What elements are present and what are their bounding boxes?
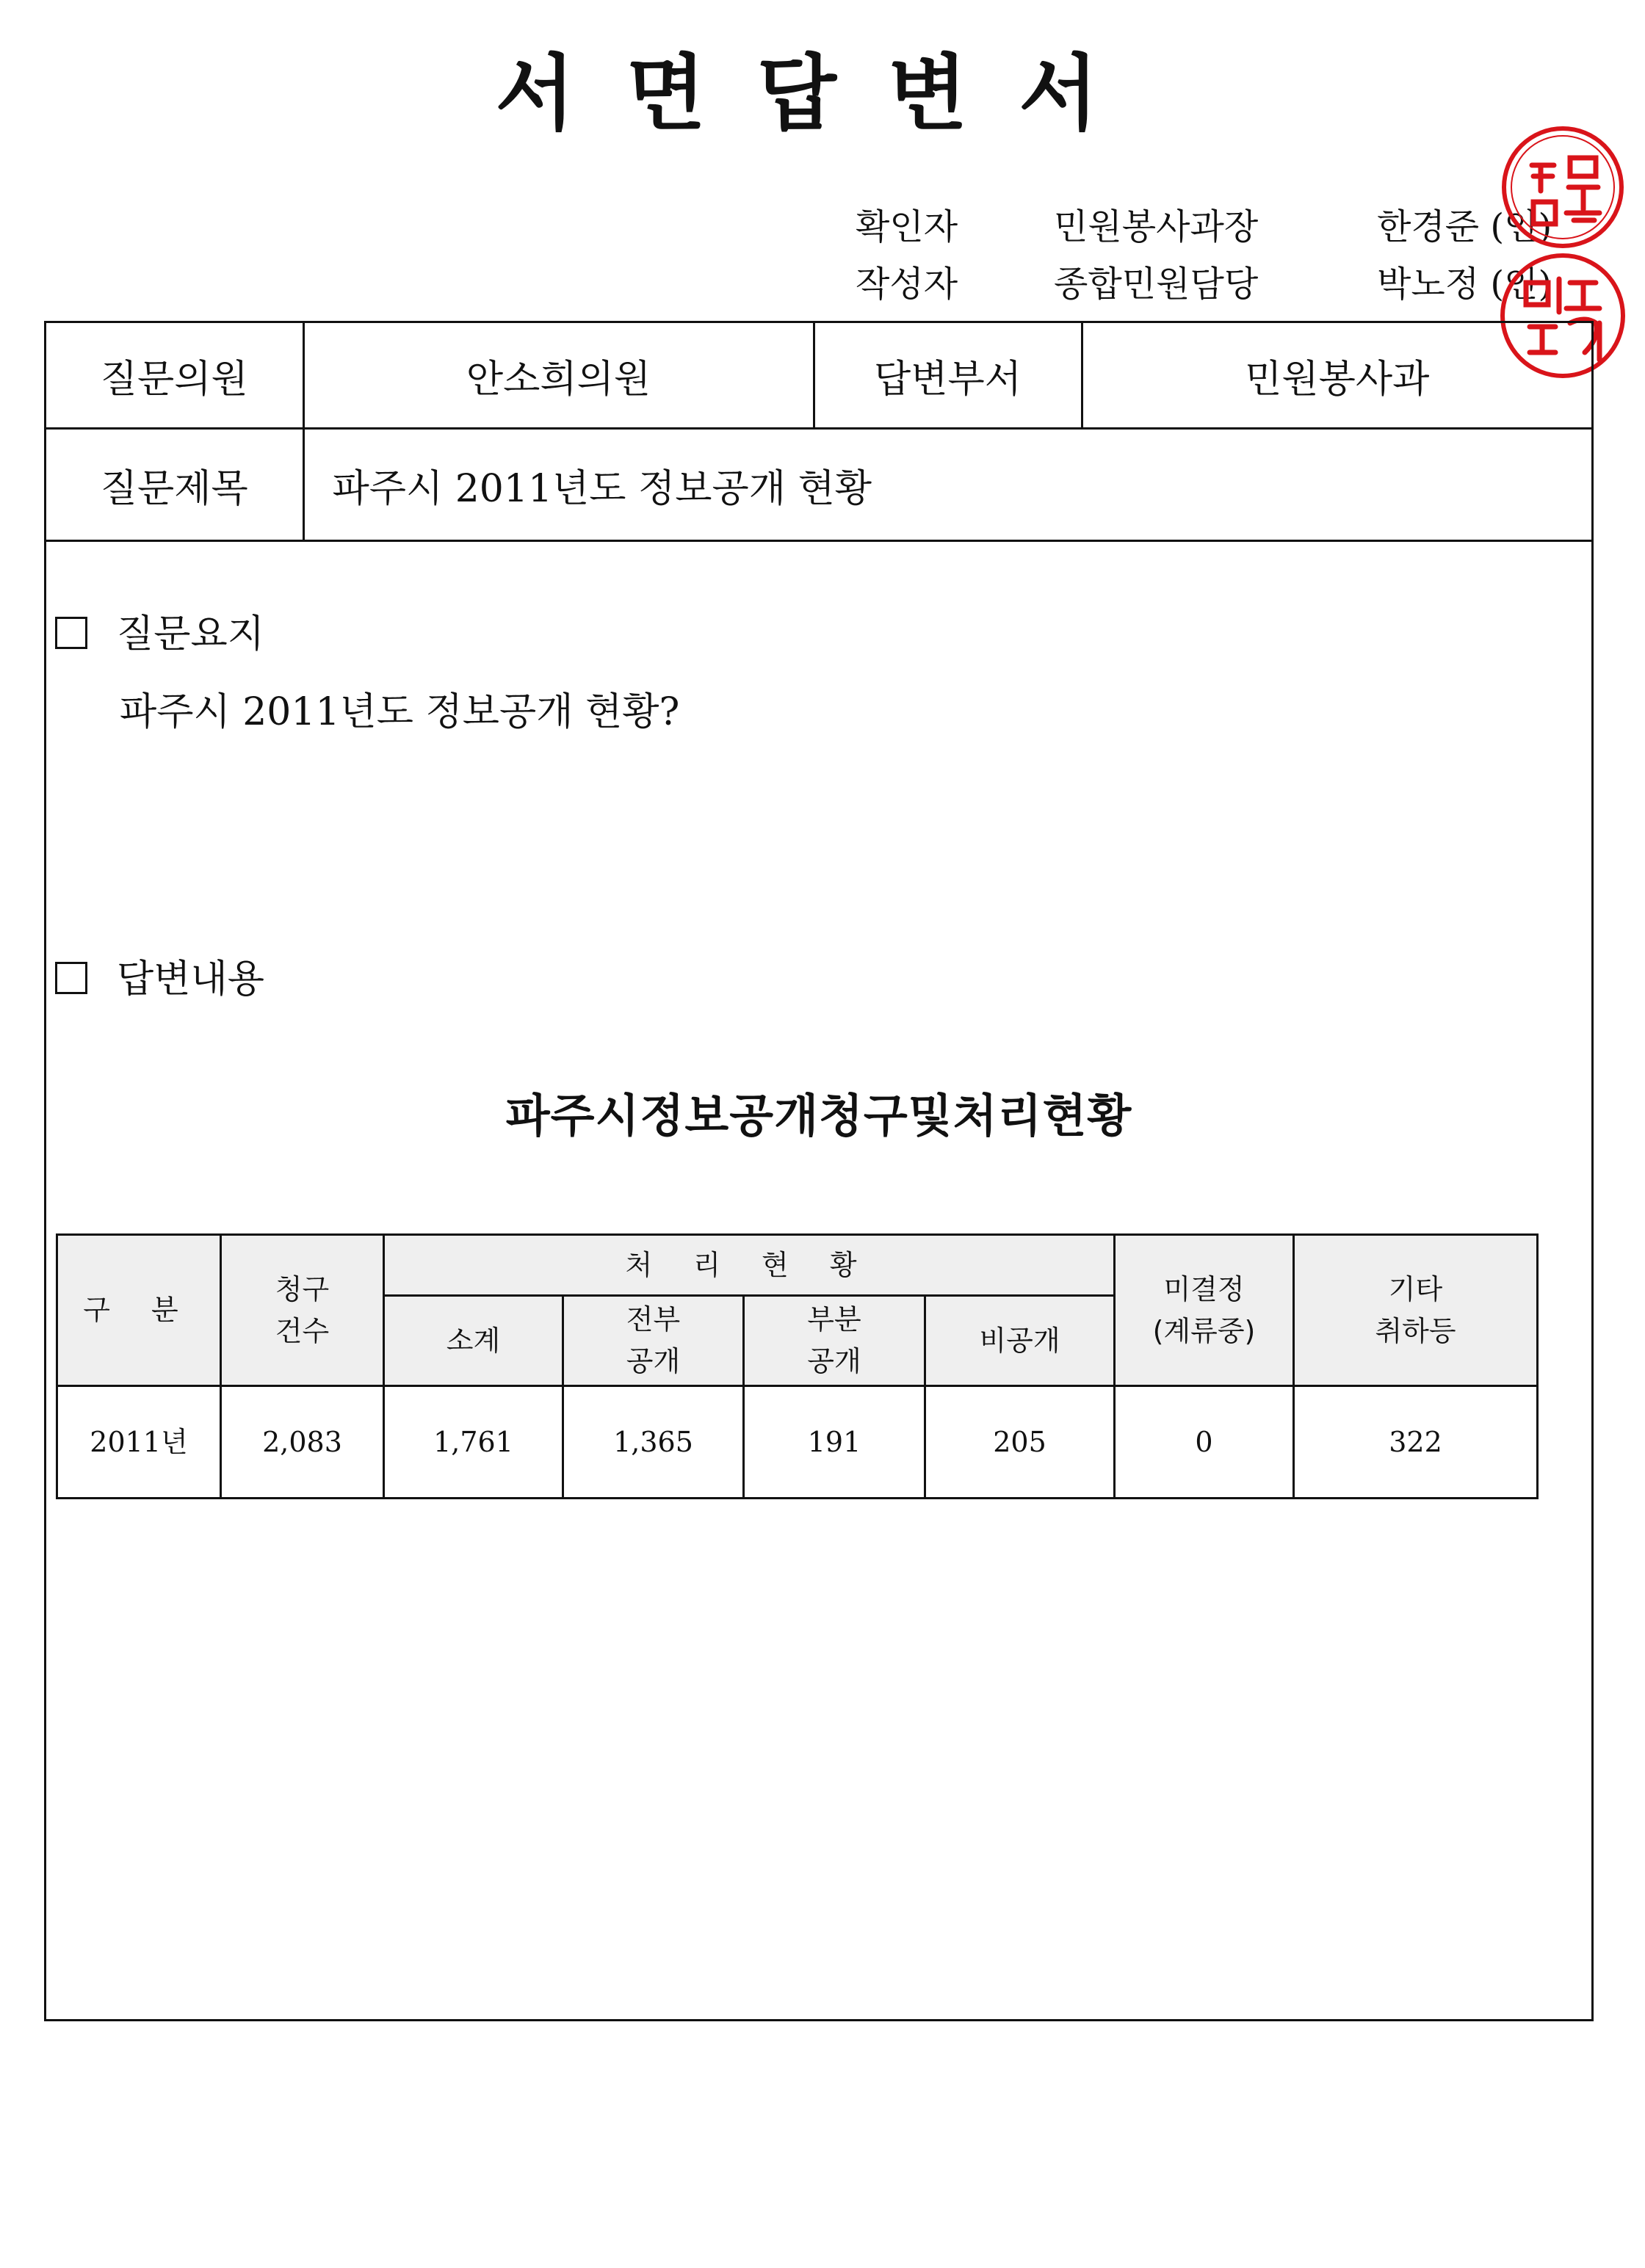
header-other: 기타 취하등 — [1294, 1235, 1538, 1386]
department-label: 답변부서 — [814, 323, 1082, 429]
member-value: 안소희의원 — [303, 323, 814, 429]
header-requests: 청구 건수 — [221, 1235, 384, 1386]
stats-table-title: 파주시정보공개청구및처리현황 — [505, 1089, 1132, 1142]
answer-document-frame — [44, 321, 1594, 2021]
official-seal-stamp-icon — [1497, 121, 1629, 253]
cell-subtotal: 1,761 — [384, 1386, 563, 1499]
signature-department: 민원봉사과장 — [1054, 206, 1259, 247]
department-value: 민원봉사과 — [1082, 323, 1591, 429]
header-non-disclosure: 비공개 — [925, 1296, 1115, 1386]
checkbox-icon — [55, 962, 87, 994]
member-label: 질문의원 — [46, 323, 303, 429]
header-full-disclosure: 전부 공개 — [563, 1296, 744, 1386]
cell-category: 2011년 — [57, 1386, 221, 1499]
cell-pending: 0 — [1115, 1386, 1294, 1499]
cell-other: 322 — [1294, 1386, 1538, 1499]
signature-department: 종합민원담당 — [1054, 264, 1259, 305]
answer-content-label: 답변내용 — [117, 957, 264, 1001]
question-summary-heading — [55, 612, 264, 656]
answer-content-heading — [55, 957, 264, 1001]
signature-name: 한경준 (인) — [1377, 206, 1552, 247]
header-processing-status: 처 리 현 황 — [384, 1235, 1115, 1296]
header-category: 구 분 — [57, 1235, 221, 1386]
header-partial-disclosure: 부분 공개 — [744, 1296, 925, 1386]
signature-role: 확인자 — [856, 206, 958, 247]
signature-row-writer — [856, 256, 1552, 313]
signature-role: 작성자 — [856, 264, 958, 305]
cell-full-disclosure: 1,365 — [563, 1386, 744, 1499]
document-title: 서면답변서 — [495, 46, 1150, 142]
subject-value: 파주시 2011년도 정보공개 현황 — [303, 429, 1591, 541]
approval-signatures — [856, 198, 1552, 313]
question-summary-label: 질문요지 — [117, 612, 264, 656]
cell-non-disclosure: 205 — [925, 1386, 1115, 1499]
signature-row-confirmer — [856, 198, 1552, 256]
question-info-table — [46, 323, 1591, 542]
table-row — [57, 1386, 1538, 1499]
header-pending: 미결정 (계류중) — [1115, 1235, 1294, 1386]
disclosure-stats-table — [56, 1233, 1539, 1499]
cell-partial-disclosure: 191 — [744, 1386, 925, 1499]
question-summary-body: 파주시 2011년도 정보공개 현황? — [120, 690, 680, 734]
header-subtotal: 소계 — [384, 1296, 563, 1386]
subject-label: 질문제목 — [46, 429, 303, 541]
signature-name: 박노정 (인) — [1377, 264, 1552, 305]
checkbox-icon — [55, 617, 87, 649]
cell-requests: 2,083 — [221, 1386, 384, 1499]
